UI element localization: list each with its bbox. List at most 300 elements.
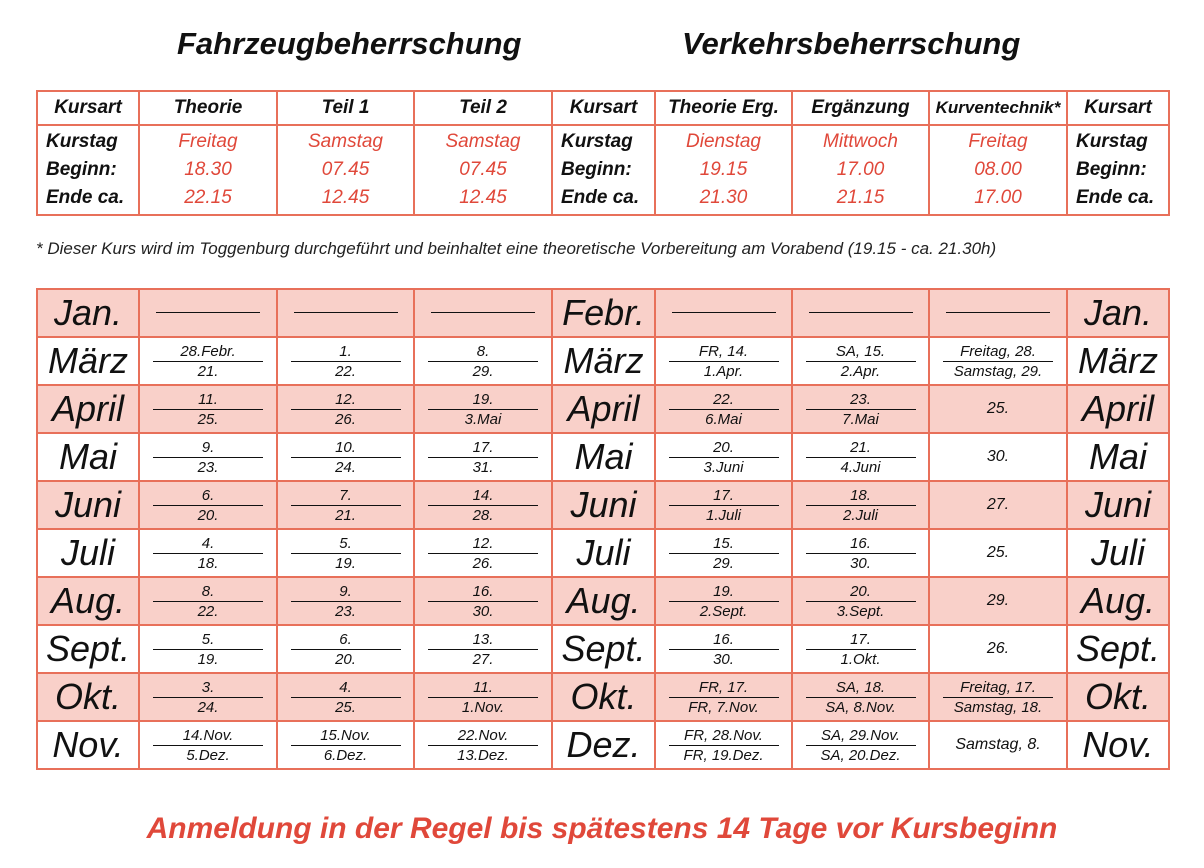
first-date: 16. — [428, 582, 538, 602]
month-name: April — [1081, 388, 1155, 429]
first-date: FR, 17. — [669, 678, 779, 698]
label-kurstag: Kurstag — [46, 131, 118, 152]
date-pair — [278, 726, 413, 765]
month-label-middle — [552, 673, 655, 721]
date-ergaenzung — [792, 481, 929, 529]
first-date: FR, 28.Nov. — [669, 726, 779, 746]
first-date: 14.Nov. — [153, 726, 263, 746]
date-theorie — [139, 625, 277, 673]
schedule-row — [37, 625, 1169, 673]
date-teil-1 — [277, 433, 414, 481]
single-date: 30. — [986, 448, 1010, 465]
first-date: 4. — [153, 534, 263, 554]
month-label-middle — [552, 289, 655, 337]
second-date: 2.Juli — [842, 506, 879, 524]
month-name: Okt. — [54, 676, 121, 717]
single-date: 26. — [986, 640, 1010, 657]
first-date: 14. — [428, 486, 538, 506]
date-theorie-erg — [655, 673, 792, 721]
month-name: April — [51, 388, 125, 429]
info-header-row — [37, 91, 1169, 125]
first-date: 12. — [428, 534, 538, 554]
date-theorie-erg — [655, 577, 792, 625]
month-name: Dez. — [566, 724, 641, 765]
empty-date-line — [294, 312, 398, 313]
first-date: FR, 14. — [669, 342, 779, 362]
first-date: 18. — [806, 486, 916, 506]
date-pair — [656, 438, 791, 477]
date-ergaenzung — [792, 289, 929, 337]
month-name: Juli — [576, 532, 631, 573]
date-kurventechnik — [929, 337, 1067, 385]
heading-fahrzeugbeherrschung: Fahrzeugbeherrschung — [177, 26, 522, 61]
month-name: Nov. — [1082, 724, 1154, 765]
date-ergaenzung — [792, 625, 929, 673]
date-pair — [140, 390, 276, 429]
first-date: 5. — [291, 534, 401, 554]
times-ergaenzung — [792, 125, 929, 215]
date-pair — [656, 342, 791, 381]
kurstag-value: Freitag — [968, 131, 1028, 152]
schedule-row — [37, 529, 1169, 577]
date-ergaenzung — [792, 673, 929, 721]
date-theorie — [139, 721, 277, 769]
first-date: 16. — [669, 630, 779, 650]
date-kurventechnik — [929, 481, 1067, 529]
date-teil-1 — [277, 385, 414, 433]
schedule-row — [37, 433, 1169, 481]
month-name: März — [48, 340, 128, 381]
first-date: 9. — [153, 438, 263, 458]
footnote: * Dieser Kurs wird im Toggenburg durchgeführt und beinhaltet eine theoretische Vorbereitung am Vorabend (19.15 - ca. 21.30h) — [36, 239, 997, 258]
second-date: 29. — [713, 554, 734, 572]
times-teil-2 — [414, 125, 552, 215]
row-labels-left — [37, 125, 139, 215]
month-label-left — [37, 577, 139, 625]
month-label-right — [1067, 385, 1169, 433]
beginn-value: 17.00 — [836, 159, 885, 180]
date-kurventechnik — [929, 673, 1067, 721]
date-theorie — [139, 577, 277, 625]
second-date: 1.Juli — [705, 506, 742, 524]
date-pair — [278, 534, 413, 573]
header-theorie-erg: Theorie Erg. — [655, 91, 792, 125]
month-label-right — [1067, 433, 1169, 481]
first-date: 8. — [153, 582, 263, 602]
date-teil-1 — [277, 289, 414, 337]
date-teil-2 — [414, 721, 552, 769]
date-pair — [278, 678, 413, 717]
second-date: 29. — [472, 362, 494, 380]
first-date: 6. — [291, 630, 401, 650]
date-pair — [930, 678, 1066, 717]
second-date: 21. — [197, 362, 219, 380]
first-date: 11. — [428, 678, 538, 698]
first-date: 9. — [291, 582, 401, 602]
second-date: 19. — [197, 650, 219, 668]
date-pair — [415, 582, 551, 621]
times-theorie-erg — [655, 125, 792, 215]
schedule-row — [37, 337, 1169, 385]
kurstag-value: Samstag — [445, 131, 521, 152]
date-pair — [140, 438, 276, 477]
label-beginn: Beginn: — [46, 159, 117, 180]
date-theorie-erg — [655, 337, 792, 385]
date-teil-2 — [414, 529, 552, 577]
date-pair — [656, 630, 791, 669]
date-pair — [278, 438, 413, 477]
second-date: 13.Dez. — [457, 746, 509, 764]
date-pair — [140, 342, 276, 381]
first-date: 22. — [669, 390, 779, 410]
month-label-right — [1067, 337, 1169, 385]
month-label-left — [37, 529, 139, 577]
first-date: 10. — [291, 438, 401, 458]
date-theorie-erg — [655, 385, 792, 433]
header-teil-1: Teil 1 — [277, 91, 414, 125]
second-date: 27. — [472, 650, 494, 668]
second-date: 24. — [335, 458, 356, 476]
first-date: 7. — [291, 486, 401, 506]
schedule-row — [37, 577, 1169, 625]
second-date: 30. — [713, 650, 734, 668]
row-labels-middle — [552, 125, 655, 215]
date-teil-2 — [414, 289, 552, 337]
empty-date-line — [431, 312, 535, 313]
month-name: Juni — [570, 484, 637, 525]
month-name: Mai — [58, 436, 117, 477]
month-name: Jan. — [1083, 292, 1153, 333]
kurstag-value: Freitag — [178, 131, 238, 152]
date-kurventechnik — [929, 289, 1067, 337]
month-name: Okt. — [1084, 676, 1151, 717]
date-pair — [930, 342, 1066, 381]
month-name: Nov. — [52, 724, 124, 765]
month-label-middle — [552, 481, 655, 529]
first-date: 11. — [153, 390, 263, 410]
date-teil-1 — [277, 721, 414, 769]
second-date: FR, 7.Nov. — [688, 698, 759, 716]
ende-value: 12.45 — [459, 187, 507, 208]
heading-verkehrsbeherrschung: Verkehrsbeherrschung — [682, 26, 1021, 61]
date-pair — [415, 342, 551, 381]
second-date: 3.Juni — [703, 458, 744, 476]
second-date: 19. — [335, 554, 356, 572]
date-pair — [140, 486, 276, 525]
date-pair — [140, 630, 276, 669]
times-teil-1 — [277, 125, 414, 215]
month-label-right — [1067, 289, 1169, 337]
second-date: 23. — [335, 602, 356, 620]
date-theorie-erg — [655, 481, 792, 529]
second-date: 30. — [850, 554, 871, 572]
date-pair — [140, 534, 276, 573]
schedule-row — [37, 673, 1169, 721]
date-teil-2 — [414, 481, 552, 529]
date-kurventechnik — [929, 721, 1067, 769]
empty-date-line — [156, 312, 260, 313]
date-theorie — [139, 433, 277, 481]
first-date: 1. — [291, 342, 401, 362]
date-teil-1 — [277, 673, 414, 721]
date-pair — [656, 726, 791, 765]
month-name: Jan. — [53, 292, 123, 333]
month-label-middle — [552, 721, 655, 769]
month-label-right — [1067, 673, 1169, 721]
header-kurventechnik: Kurventechnik* — [929, 91, 1067, 125]
date-ergaenzung — [792, 721, 929, 769]
row-labels-right — [1067, 125, 1169, 215]
month-label-right — [1067, 625, 1169, 673]
second-date: 20. — [335, 650, 356, 668]
ende-value: 21.30 — [699, 187, 748, 208]
date-teil-1 — [277, 481, 414, 529]
first-date: 17. — [428, 438, 538, 458]
month-name: März — [563, 340, 644, 381]
date-teil-1 — [277, 625, 414, 673]
month-label-right — [1067, 529, 1169, 577]
first-date: 12. — [291, 390, 401, 410]
date-pair — [415, 534, 551, 573]
kurstag-value: Samstag — [308, 131, 383, 152]
first-date: 17. — [806, 630, 916, 650]
label-beginn: Beginn: — [561, 159, 632, 180]
date-pair — [415, 390, 551, 429]
second-date: 25. — [197, 410, 219, 428]
second-date: Samstag, 18. — [953, 698, 1043, 716]
date-teil-2 — [414, 577, 552, 625]
date-pair — [656, 390, 791, 429]
date-pair — [278, 582, 413, 621]
schedule-row — [37, 481, 1169, 529]
second-date: 5.Dez. — [186, 746, 230, 764]
date-theorie-erg — [655, 721, 792, 769]
date-pair — [656, 486, 791, 525]
month-label-right — [1067, 577, 1169, 625]
second-date: SA, 8.Nov. — [825, 698, 896, 716]
first-date: SA, 15. — [806, 342, 916, 362]
date-pair — [140, 582, 276, 621]
date-theorie-erg — [655, 433, 792, 481]
second-date: 1.Okt. — [840, 650, 881, 668]
date-theorie — [139, 481, 277, 529]
header-kursart-right: Kursart — [1067, 91, 1169, 125]
date-pair — [793, 678, 928, 717]
second-date: 22. — [335, 362, 356, 380]
beginn-value: 08.00 — [974, 159, 1022, 180]
first-date: 23. — [806, 390, 916, 410]
first-date: Freitag, 17. — [943, 678, 1053, 698]
second-date: 20. — [197, 506, 219, 524]
month-name: Mai — [1088, 436, 1147, 477]
kurstag-value: Dienstag — [686, 131, 761, 152]
second-date: FR, 19.Dez. — [683, 746, 764, 764]
first-date: 16. — [806, 534, 916, 554]
date-teil-1 — [277, 337, 414, 385]
date-pair — [793, 390, 928, 429]
label-beginn: Beginn: — [1076, 159, 1147, 180]
date-pair — [278, 390, 413, 429]
date-pair — [656, 582, 791, 621]
header-theorie: Theorie — [139, 91, 277, 125]
month-name: Aug. — [1080, 580, 1156, 621]
date-pair — [793, 534, 928, 573]
second-date: 28. — [472, 506, 494, 524]
date-theorie-erg — [655, 529, 792, 577]
month-label-left — [37, 433, 139, 481]
month-name: Juni — [54, 484, 122, 525]
second-date: 26. — [472, 554, 494, 572]
empty-date-line — [946, 312, 1050, 313]
month-label-right — [1067, 481, 1169, 529]
second-date: 1.Apr. — [703, 362, 744, 380]
month-label-left — [37, 673, 139, 721]
month-label-middle — [552, 337, 655, 385]
date-pair — [415, 486, 551, 525]
month-name: Sept. — [1075, 628, 1161, 669]
month-label-middle — [552, 529, 655, 577]
date-teil-2 — [414, 673, 552, 721]
second-date: 2.Sept. — [699, 602, 748, 620]
first-date: 13. — [428, 630, 538, 650]
month-label-left — [37, 625, 139, 673]
date-ergaenzung — [792, 529, 929, 577]
date-theorie-erg — [655, 625, 792, 673]
date-pair — [415, 630, 551, 669]
first-date: 6. — [153, 486, 263, 506]
date-pair — [278, 630, 413, 669]
schedule-row — [37, 385, 1169, 433]
first-date: 19. — [669, 582, 779, 602]
empty-date-line — [672, 312, 776, 313]
second-date: 3.Mai — [464, 410, 502, 428]
date-pair — [793, 726, 928, 765]
single-date: 27. — [986, 496, 1010, 513]
second-date: 26. — [335, 410, 356, 428]
label-ende: Ende ca. — [561, 187, 640, 208]
first-date: SA, 29.Nov. — [806, 726, 916, 746]
beginn-value: 18.30 — [184, 159, 232, 180]
month-name: Aug. — [50, 580, 126, 621]
first-date: 20. — [806, 582, 916, 602]
first-date: 4. — [291, 678, 401, 698]
label-kurstag: Kurstag — [561, 131, 633, 152]
first-date: 20. — [669, 438, 779, 458]
month-label-left — [37, 385, 139, 433]
date-pair — [656, 678, 791, 717]
header-kursart-middle: Kursart — [552, 91, 655, 125]
date-theorie — [139, 289, 277, 337]
month-label-left — [37, 289, 139, 337]
times-kurventechnik — [929, 125, 1067, 215]
date-pair — [278, 486, 413, 525]
label-ende: Ende ca. — [46, 187, 125, 208]
second-date: 21. — [335, 506, 356, 524]
ende-value: 17.00 — [974, 187, 1022, 208]
single-date: 25. — [986, 400, 1010, 417]
date-theorie — [139, 673, 277, 721]
first-date: 15.Nov. — [291, 726, 401, 746]
month-name: Juli — [60, 532, 116, 573]
header-ergaenzung: Ergänzung — [792, 91, 929, 125]
first-date: 22.Nov. — [428, 726, 538, 746]
date-pair — [415, 438, 551, 477]
date-pair — [793, 582, 928, 621]
single-date: 29. — [986, 592, 1010, 609]
date-kurventechnik — [929, 529, 1067, 577]
month-name: April — [567, 388, 640, 429]
empty-date-line — [809, 312, 913, 313]
second-date: 25. — [335, 698, 356, 716]
second-date: 23. — [197, 458, 219, 476]
date-teil-1 — [277, 577, 414, 625]
first-date: 3. — [153, 678, 263, 698]
times-theorie — [139, 125, 277, 215]
date-pair — [793, 486, 928, 525]
date-pair — [793, 630, 928, 669]
month-label-left — [37, 337, 139, 385]
header-kursart-left: Kursart — [37, 91, 139, 125]
month-label-middle — [552, 433, 655, 481]
date-teil-2 — [414, 385, 552, 433]
first-date: 5. — [153, 630, 263, 650]
date-theorie — [139, 385, 277, 433]
first-date: 8. — [428, 342, 538, 362]
label-ende: Ende ca. — [1076, 187, 1155, 208]
month-name: Okt. — [570, 676, 637, 717]
schedule-table — [36, 288, 1170, 770]
date-theorie — [139, 529, 277, 577]
second-date: Samstag, 29. — [953, 362, 1043, 380]
first-date: 28.Febr. — [153, 342, 263, 362]
second-date: 7.Mai — [842, 410, 879, 428]
month-label-left — [37, 721, 139, 769]
second-date: 4.Juni — [840, 458, 881, 476]
first-date: 15. — [669, 534, 779, 554]
first-date: 19. — [428, 390, 538, 410]
month-name: Aug. — [566, 580, 641, 621]
date-theorie — [139, 337, 277, 385]
date-pair — [415, 726, 551, 765]
month-label-left — [37, 481, 139, 529]
second-date: 22. — [197, 602, 219, 620]
date-teil-1 — [277, 529, 414, 577]
date-pair — [793, 438, 928, 477]
month-name: Juni — [1084, 484, 1152, 525]
label-kurstag: Kurstag — [1076, 131, 1148, 152]
date-kurventechnik — [929, 577, 1067, 625]
month-name: Juli — [1090, 532, 1146, 573]
date-ergaenzung — [792, 433, 929, 481]
month-label-right — [1067, 721, 1169, 769]
single-date: 25. — [986, 544, 1010, 561]
header-teil-2: Teil 2 — [414, 91, 552, 125]
month-label-middle — [552, 625, 655, 673]
second-date: 24. — [197, 698, 219, 716]
single-date: Samstag, 8. — [955, 736, 1041, 753]
date-kurventechnik — [929, 433, 1067, 481]
beginn-value: 07.45 — [459, 159, 507, 180]
date-pair — [656, 534, 791, 573]
month-name: März — [1078, 340, 1158, 381]
date-kurventechnik — [929, 625, 1067, 673]
date-pair — [278, 342, 413, 381]
date-pair — [140, 678, 276, 717]
kurstag-value: Mittwoch — [823, 131, 898, 152]
month-name: Sept. — [45, 628, 131, 669]
schedule-row — [37, 289, 1169, 337]
date-ergaenzung — [792, 385, 929, 433]
